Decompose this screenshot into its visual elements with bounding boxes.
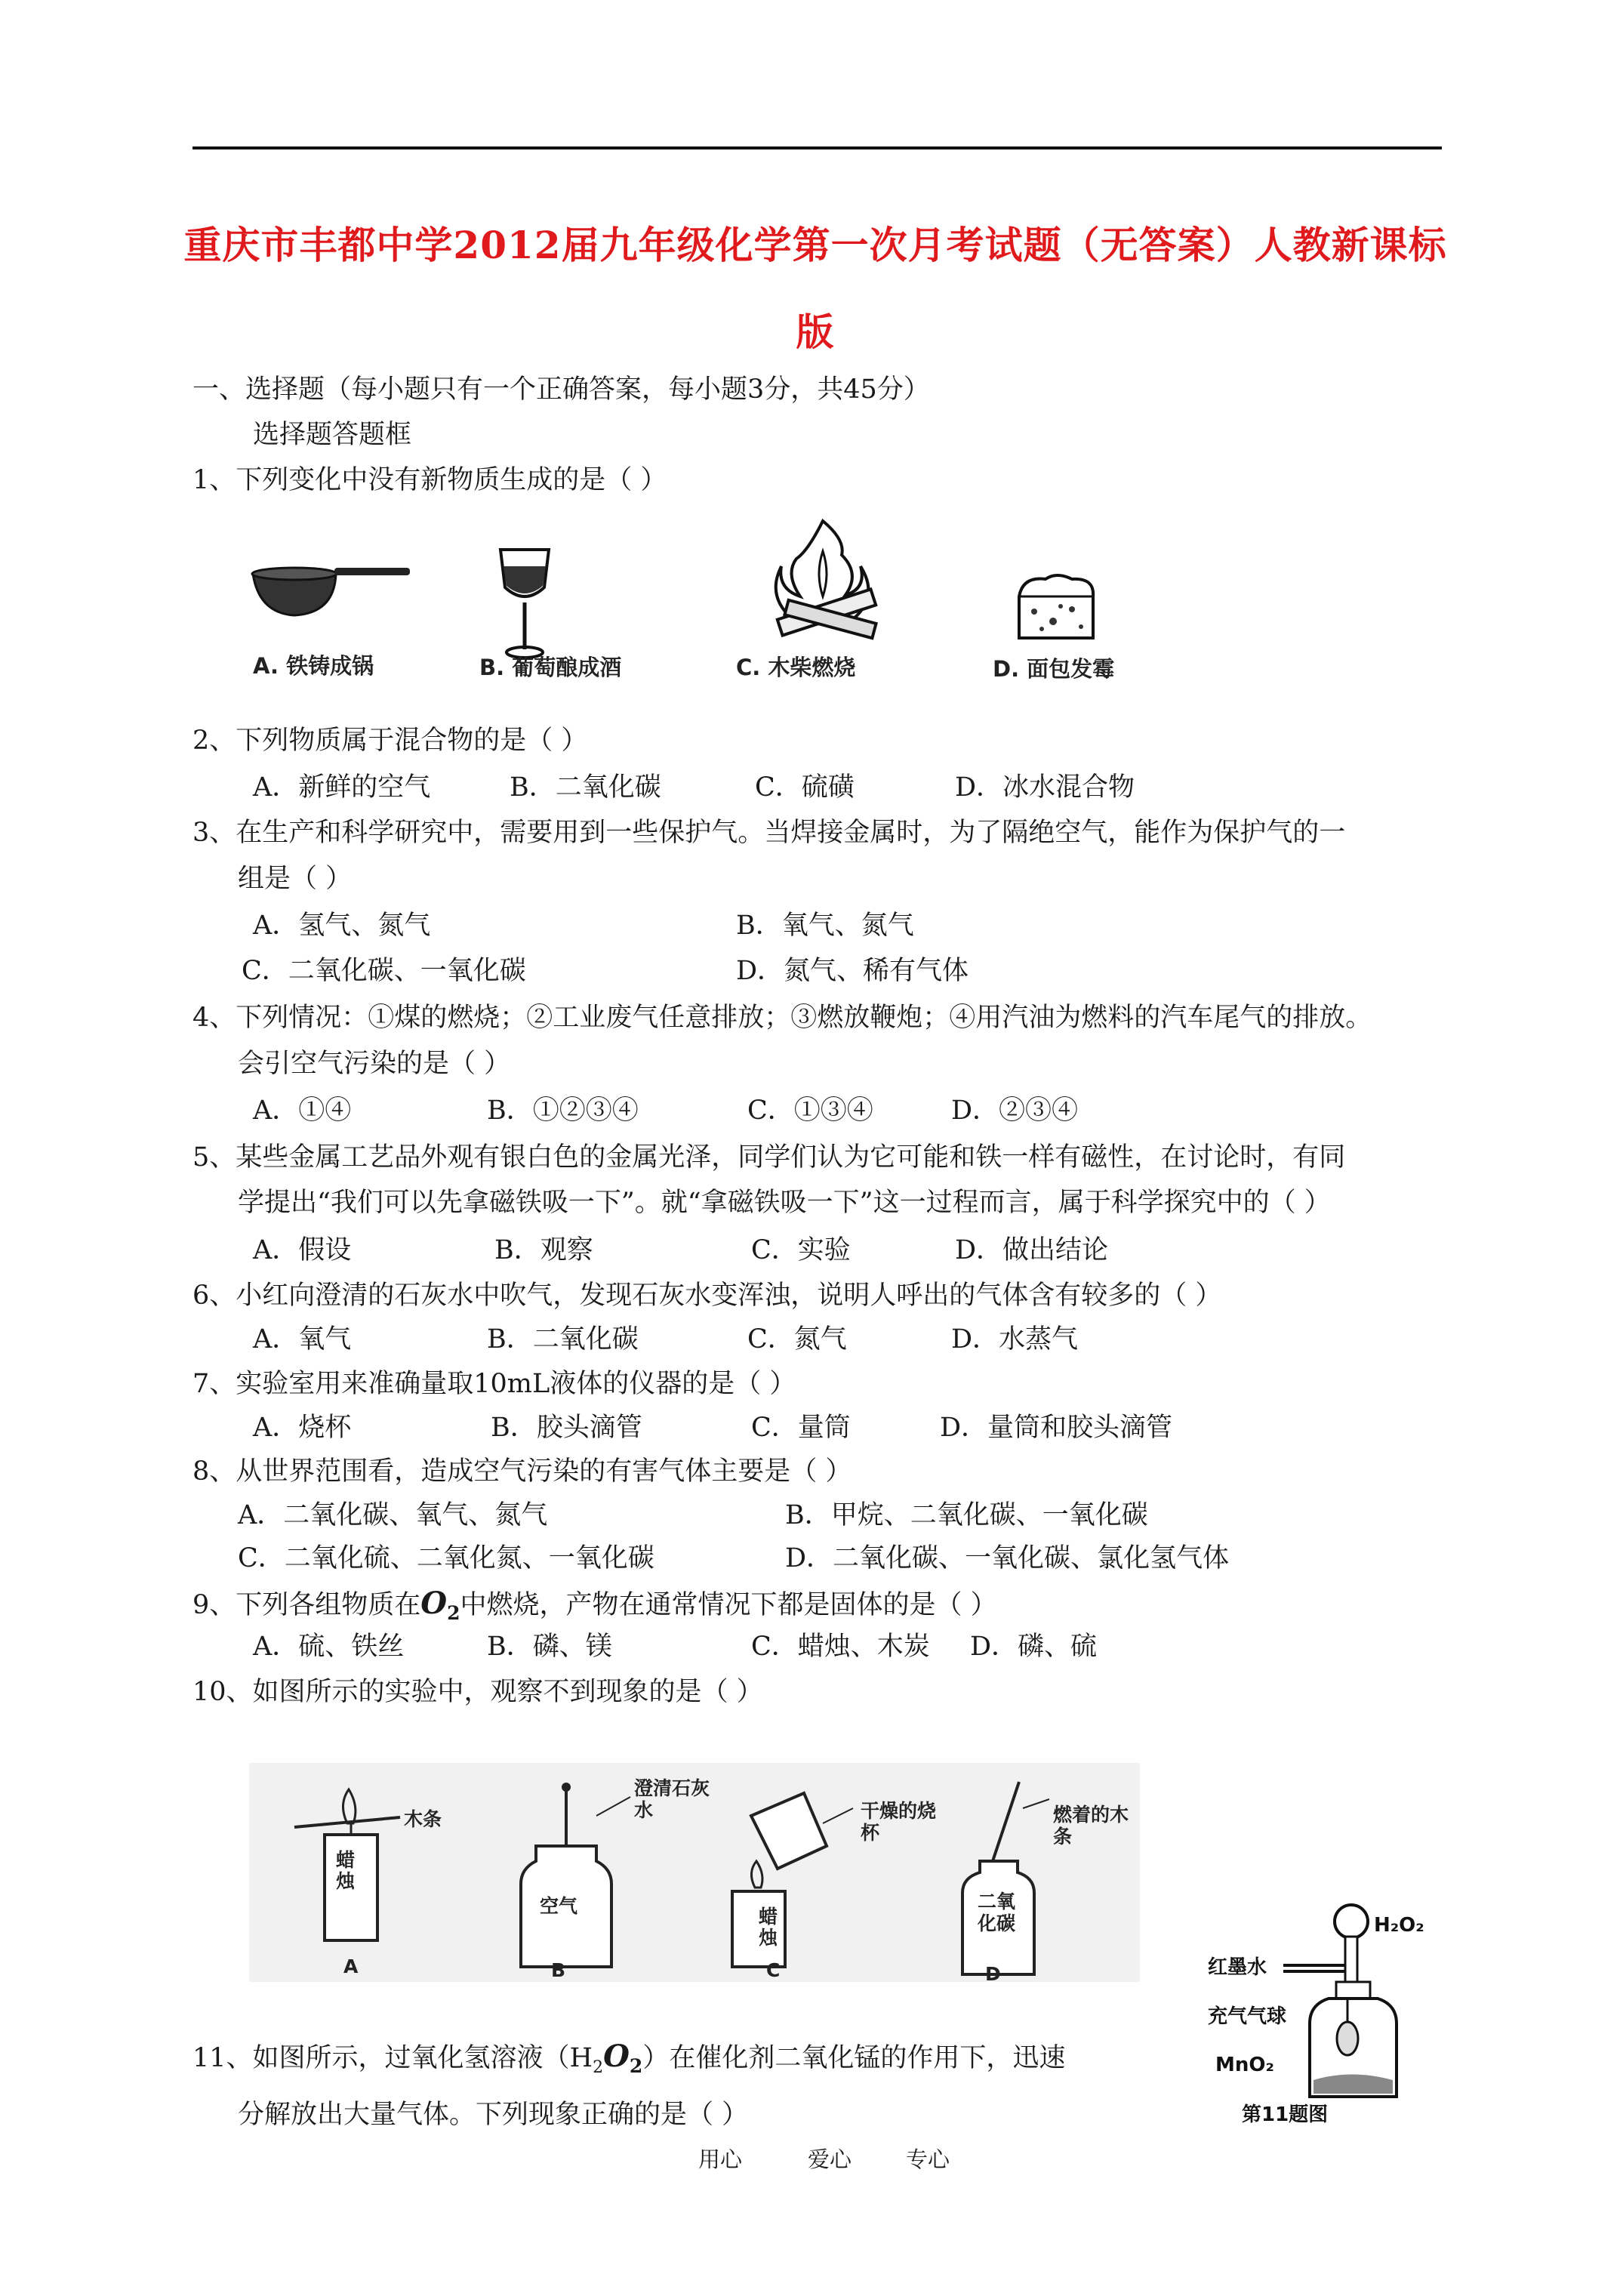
section-heading: 一、选择题（每小题只有一个正确答案，每小题3分，共45分）	[192, 374, 930, 405]
q9-option-a: A．硫、铁丝	[253, 1632, 405, 1662]
q11-label-mno2: MnO₂	[1215, 2054, 1274, 2076]
q10-letter-a: A	[343, 1955, 359, 1977]
q1-caption-a: A. 铁铸成锅	[253, 653, 374, 679]
q2-option-c: C．硫磺	[755, 772, 855, 803]
q10-label-burning-stick: 燃着的木条	[1053, 1804, 1129, 1848]
q10-label-co2: 二氧化碳	[978, 1891, 1016, 1934]
q6-option-d: D．水蒸气	[951, 1324, 1079, 1354]
q10-label-candle-a: 蜡烛	[336, 1849, 356, 1892]
question-9-stem	[192, 1586, 997, 1625]
page-title-continued: 版	[796, 310, 835, 354]
q11-label-balloon: 充气气球	[1208, 2005, 1287, 2028]
q10-label-candle-c: 蜡烛	[759, 1906, 778, 1949]
q1-caption-b: B. 葡萄酿成酒	[479, 655, 622, 680]
question-3-stem: 3、在生产和科学研究中，需要用到一些保护气。当焊接金属时，为了隔绝空气，能作为保护气的一	[192, 818, 1346, 848]
question-11-stem-continued: 分解放出大量气体。下列现象正确的是（ ）	[238, 2100, 749, 2130]
q5-option-b: B．观察	[494, 1235, 593, 1265]
q11-formula: O	[603, 2039, 630, 2074]
q11-subscript-2: 2	[629, 2055, 643, 2077]
q3-option-b: B．氧气、氮气	[736, 911, 914, 941]
q10-label-air: 空气	[540, 1895, 578, 1917]
q1-caption-c: C. 木柴燃烧	[736, 655, 856, 680]
q10-letter-d: D	[985, 1963, 1001, 1985]
q9-formula-subscript: 2	[447, 1602, 460, 1624]
q7-option-a: A．烧杯	[253, 1413, 352, 1443]
footer-item-3: 专心	[906, 2147, 950, 2172]
q9-stem-end: 中燃烧，产物在通常情况下都是固体的是（ ）	[460, 1590, 997, 1620]
answer-box-label: 选择题答题框	[253, 420, 412, 450]
q8-option-d: D．二氧化碳、一氧化碳、氯化氢气体	[785, 1543, 1230, 1573]
page-title: 重庆市丰都中学2012届九年级化学第一次月考试题（无答案）人教新课标	[183, 223, 1447, 267]
question-7-stem: 7、实验室用来准确量取10mL液体的仪器的是（ ）	[192, 1369, 796, 1399]
q6-option-c: C．氮气	[747, 1324, 847, 1354]
question-3-stem-continued: 组是（ ）	[238, 864, 353, 894]
q11-label-h2o2: H₂O₂	[1374, 1914, 1424, 1937]
q4-option-a: A．①④	[253, 1096, 352, 1126]
q3-option-a: A．氢气、氮气	[253, 911, 431, 941]
q3-option-d: D．氮气、稀有气体	[736, 956, 969, 986]
q9-option-b: B．磷、镁	[487, 1632, 612, 1662]
q7-option-d: D．量筒和胶头滴管	[940, 1413, 1173, 1443]
q11-subscript-1: 2	[593, 2058, 604, 2077]
q6-option-a: A．氧气	[253, 1324, 352, 1354]
q4-option-d: D．②③④	[951, 1096, 1079, 1126]
q3-option-c: C．二氧化碳、一氧化碳	[242, 956, 526, 986]
q5-option-c: C．实验	[751, 1235, 851, 1265]
q2-option-a: A．新鲜的空气	[253, 772, 431, 803]
q8-option-c: C．二氧化硫、二氧化氮、一氧化碳	[238, 1543, 654, 1573]
q10-label-stick: 木条	[404, 1808, 442, 1830]
q7-option-b: B．胶头滴管	[491, 1413, 642, 1443]
q10-label-dry-beaker: 干燥的烧杯	[861, 1800, 937, 1844]
moldy-bread-image	[1012, 570, 1102, 646]
q8-option-a: A．二氧化碳、氧气、氮气	[238, 1500, 548, 1530]
q5-option-a: A．假设	[253, 1235, 352, 1265]
q10-letter-c: C	[766, 1959, 781, 1981]
q9-option-c: C．蜡烛、木炭	[751, 1632, 930, 1662]
burning-wood-image	[755, 513, 891, 649]
q2-option-d: D．冰水混合物	[955, 772, 1135, 803]
question-5-stem: 5、某些金属工艺品外观有银白色的金属光泽，同学们认为它可能和铁一样有磁性，在讨论时，有同	[192, 1142, 1346, 1173]
q11-label-red-ink: 红墨水	[1208, 1956, 1267, 1979]
question-11-stem	[192, 2039, 1065, 2078]
q4-option-b: B．①②③④	[487, 1096, 639, 1126]
q5-option-d: D．做出结论	[955, 1235, 1109, 1265]
q11-stem-start: 11、如图所示，过氧化氢溶液（H	[192, 2043, 593, 2073]
q6-option-b: B．二氧化碳	[487, 1324, 639, 1354]
footer-item-1: 用心	[698, 2147, 743, 2172]
wine-glass-image	[494, 544, 555, 664]
q9-formula: O	[420, 1586, 448, 1621]
q1-caption-d: D. 面包发霉	[993, 656, 1115, 682]
question-10-stem: 10、如图所示的实验中，观察不到现象的是（ ）	[192, 1677, 763, 1707]
question-1-stem: 1、下列变化中没有新物质生成的是（ ）	[192, 465, 667, 495]
q9-stem-start: 9、下列各组物质在	[192, 1590, 421, 1620]
q4-option-c: C．①③④	[747, 1096, 873, 1126]
q7-option-c: C．量筒	[751, 1413, 851, 1443]
question-6-stem: 6、小红向澄清的石灰水中吹气，发现石灰水变浑浊，说明人呼出的气体含有较多的（ ）	[192, 1281, 1222, 1311]
question-8-stem: 8、从世界范围看，造成空气污染的有害气体主要是（ ）	[192, 1456, 852, 1487]
question-2-stem: 2、下列物质属于混合物的是（ ）	[192, 726, 588, 756]
q10-label-limewater: 澄清石灰水	[634, 1777, 710, 1821]
question-5-stem-continued: 学提出“我们可以先拿磁铁吸一下”。就“拿磁铁吸一下”这一过程而言，属于科学探究中的（ ）	[238, 1188, 1331, 1218]
q10-letter-b: B	[551, 1959, 566, 1981]
q8-option-b: B．甲烷、二氧化碳、一氧化碳	[785, 1500, 1148, 1530]
header-rule	[192, 146, 1442, 149]
q11-stem-end: ）在催化剂二氧化锰的作用下，迅速	[642, 2043, 1066, 2073]
q2-option-b: B．二氧化碳	[510, 772, 661, 803]
question-4-stem-continued: 会引空气污染的是（ ）	[238, 1049, 511, 1079]
question-4-stem: 4、下列情况：①煤的燃烧；②工业废气任意排放；③燃放鞭炮；④用汽油为燃料的汽车尾气的排放。	[192, 1003, 1372, 1033]
q11-figure-caption: 第11题图	[1242, 2103, 1329, 2126]
footer-item-2: 爱心	[808, 2147, 852, 2172]
wok-image	[245, 544, 419, 634]
q9-option-d: D．磷、硫	[970, 1632, 1098, 1662]
